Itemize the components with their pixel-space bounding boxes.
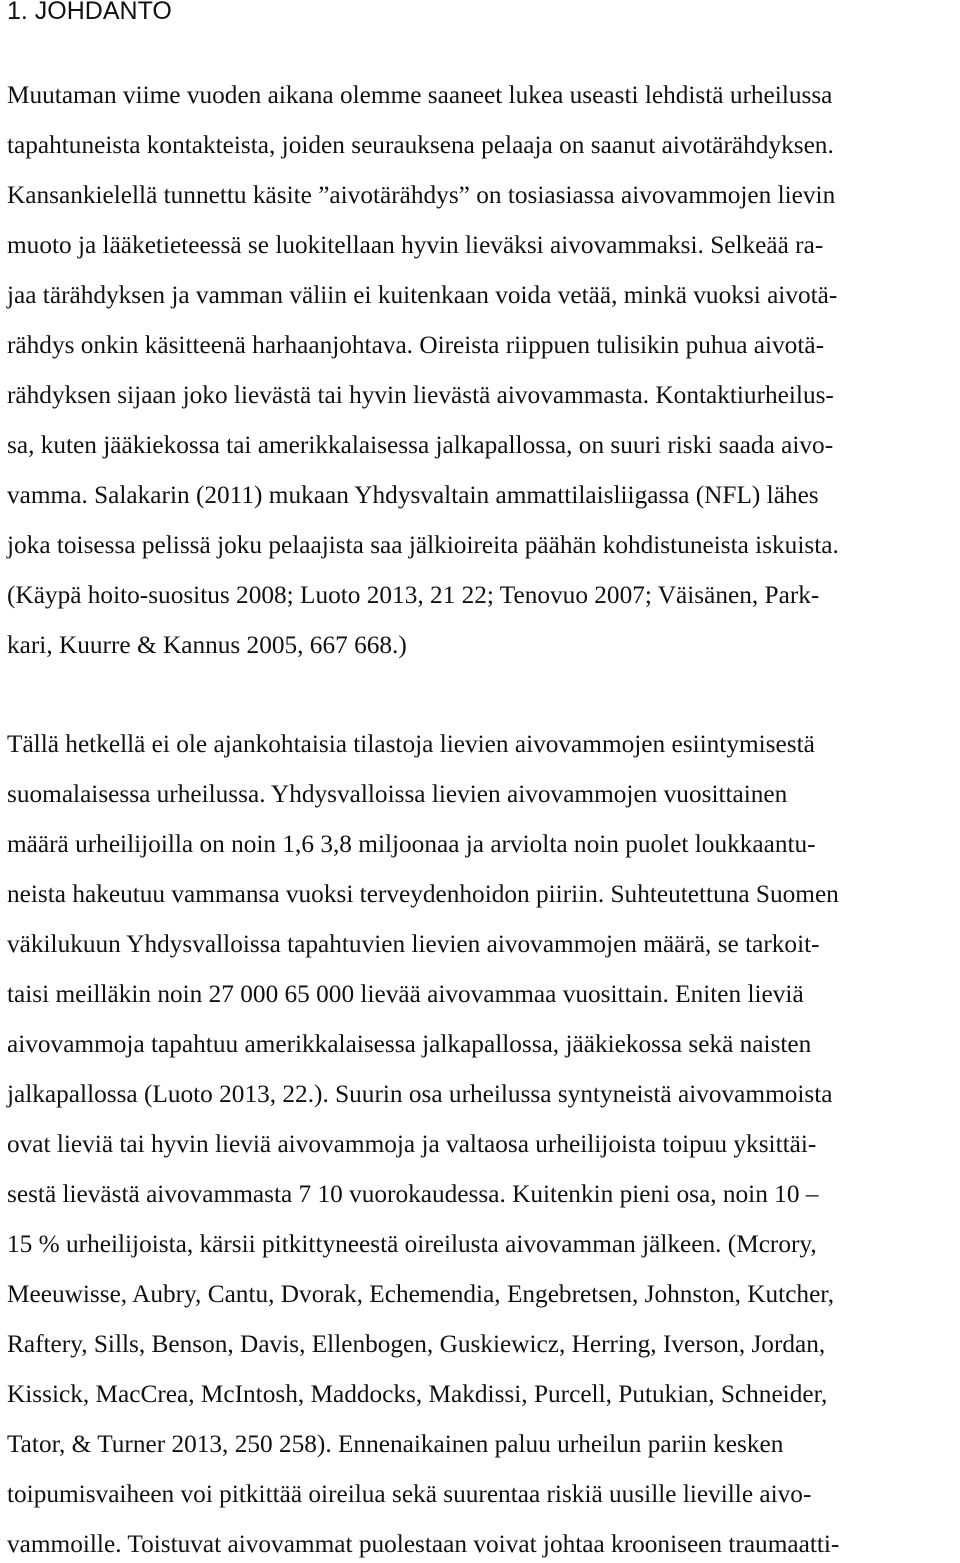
paragraph-line: sestä lievästä aivovammasta 7 10 vuorokaudessa. Kuitenkin pieni osa, noin 10 – [7,1180,819,1208]
paragraph-line: Kissick, MacCrea, McIntosh, Maddocks, Makdissi, Purcell, Putukian, Schneider, [7,1380,828,1408]
paragraph-line: neista hakeutuu vammansa vuoksi terveydenhoidon piiriin. Suhteutettuna Suomen [7,880,839,908]
paragraph-line: kari, Kuurre & Kannus 2005, 667 668.) [7,631,407,659]
paragraph-line: Meeuwisse, Aubry, Cantu, Dvorak, Echemendia, Engebretsen, Johnston, Kutcher, [7,1280,835,1308]
paragraph-line: ovat lieviä tai hyvin lieviä aivovammoja ja valtaosa urheilijoista toipuu yksittäi- [7,1130,817,1158]
paragraph-line: aivovammoja tapahtuu amerikkalaisessa jalkapallossa, jääkiekossa sekä naisten [7,1030,812,1058]
section-heading: 1. JOHDANTO [7,0,172,25]
paragraph-line: Tator, & Turner 2013, 250 258). Ennenaikainen paluu urheilun pariin kesken [7,1430,784,1458]
paragraph-line: suomalaisessa urheilussa. Yhdysvalloissa lievien aivovammojen vuosittainen [7,780,788,808]
paragraph-line: rähdyksen sijaan joko lievästä tai hyvin lievästä aivovammasta. Kontaktiurheilus- [7,381,834,409]
paragraph-line: Raftery, Sills, Benson, Davis, Ellenbogen, Guskiewicz, Herring, Iverson, Jordan, [7,1330,826,1358]
paragraph-line: Muutaman viime vuoden aikana olemme saaneet lukea useasti lehdistä urheilussa [7,81,833,109]
paragraph-line: jalkapallossa (Luoto 2013, 22.). Suurin osa urheilussa syntyneistä aivovammoista [7,1080,833,1108]
paragraph-line: tapahtuneista kontakteista, joiden seurauksena pelaaja on saanut aivotärähdyksen. [7,131,834,159]
paragraph-line: Kansankielellä tunnettu käsite ”aivotärähdys” on tosiasiassa aivovammojen lievin [7,181,836,209]
paragraph-line: muoto ja lääketieteessä se luokitellaan hyvin lieväksi aivovammaksi. Selkeää ra- [7,231,824,259]
paragraph-line: 15 % urheilijoista, kärsii pitkittyneestä oireilusta aivovamman jälkeen. (Mcrory, [7,1230,817,1258]
paragraph-line: joka toisessa pelissä joku pelaajista saa jälkioireita päähän kohdistuneista iskuista. [7,531,839,559]
paragraph-line: sa, kuten jääkiekossa tai amerikkalaisessa jalkapallossa, on suuri riski saada aivo- [7,431,834,459]
paragraph-line: vamma. Salakarin (2011) mukaan Yhdysvaltain ammattilaisliigassa (NFL) lähes [7,481,819,509]
paragraph-line: väkilukuun Yhdysvalloissa tapahtuvien lievien aivovammojen määrä, se tarkoit- [7,930,820,958]
paragraph-line: rähdys onkin käsitteenä harhaanjohtava. Oireista riippuen tulisikin puhua aivotä- [7,331,824,359]
paragraph-line: määrä urheilijoilla on noin 1,6 3,8 miljoonaa ja arviolta noin puolet loukkaantu- [7,830,816,858]
paragraph-line: Tällä hetkellä ei ole ajankohtaisia tilastoja lievien aivovammojen esiintymisestä [7,730,815,758]
paragraph-line: jaa tärähdyksen ja vamman väliin ei kuitenkaan voida vetää, minkä vuoksi aivotä- [7,281,838,309]
paragraph-line: toipumisvaiheen voi pitkittää oireilua sekä suurentaa riskiä uusille lieville aivo- [7,1480,812,1508]
paragraph-line: taisi meilläkin noin 27 000 65 000 lievää aivovammaa vuosittain. Eniten lieviä [7,980,804,1008]
paragraph-line: vammoille. Toistuvat aivovammat puolestaan voivat johtaa krooniseen traumaatti- [7,1530,840,1558]
paragraph-line: (Käypä hoito-suositus 2008; Luoto 2013, 21 22; Tenovuo 2007; Väisänen, Park- [7,581,820,609]
